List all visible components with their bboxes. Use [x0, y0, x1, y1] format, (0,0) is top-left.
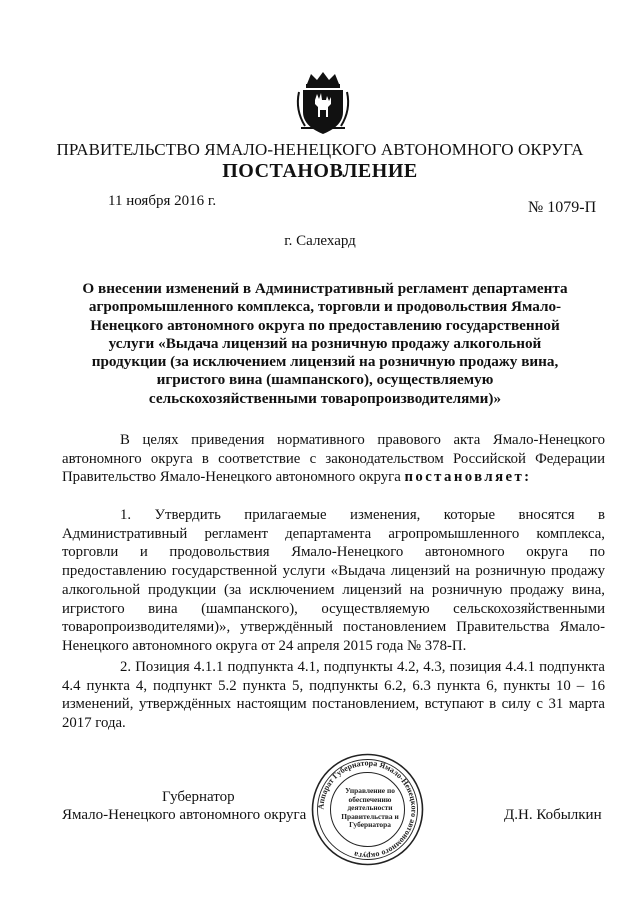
- signatory-title-line1: Губернатор: [162, 789, 235, 805]
- preamble-paragraph: [62, 431, 605, 487]
- preamble-text: В целях приведения нормативного правового акта Ямало-Ненецкого автономного округа в соответствие с законодательством Российской Федерации Правительство Ямало-Ненецкого автономного округа: [62, 432, 605, 486]
- document-number: № 1079-П: [528, 199, 597, 216]
- item-1-paragraph: 1. Утвердить прилагаемые изменения, которые вносятся в Административный регламент департамента агропромышленного комплекса, торговли и продовольствия Ямало-Ненецкого автономного округа по предоставлению государственной услуги «Выдача лицензий на розничную продажу алкогольной продукции (за исключением лицензий на розничную продажу вина, игристого вина (шампанского), осуществляемую сельскохозяйственными товаропроизводителями)», утверждённый постановлением Правительства Ямало-Ненецкого автономного округа от 24 апреля 2015 года № 378-П.: [62, 507, 605, 654]
- document-date: 11 ноября 2016 г.: [108, 193, 217, 209]
- coat-of-arms-icon: [293, 70, 353, 136]
- document-type: ПОСТАНОВЛЕНИЕ: [222, 160, 418, 182]
- signatory-title-line2: Ямало-Ненецкого автономного округа: [62, 807, 307, 823]
- government-name: ПРАВИТЕЛЬСТВО ЯМАЛО-НЕНЕЦКОГО АВТОНОМНОГО ОКРУГА: [56, 140, 584, 159]
- decrees-word: постановляет:: [404, 469, 532, 486]
- stamp-ring-text: Аппарат Губернатора Ямало-Ненецкого автономного округа: [316, 758, 419, 861]
- document-city: г. Салехард: [284, 233, 356, 249]
- stamp-inner-text: Управление по обеспечению деятельности Правительства и Губернатора: [341, 786, 399, 830]
- item-2-paragraph: 2. Позиция 4.1.1 подпункта 4.1, подпункты 4.2, 4.3, позиция 4.4.1 подпункта 4.4 пункта 4, подпункт 5.2 пункта 5, подпункты 6.2, 6.3 пункта 6, пункты 10 – 16 изменений, утверждённых настоящим постановлением, вступают в силу с 31 марта 2017 года.: [62, 659, 605, 732]
- document-title: О внесении изменений в Административный регламент департамента агропромышленного комплекса, торговли и продовольствия Ямало-Ненецкого автономного округа по предоставлению государственной услуги «Выдача лицензий на розничную продажу алкогольной продукции (за исключением лицензий на розничную продажу вина, игристого вина (шампанского), осуществляемую сельскохозяйственными товаропроизводителями)»: [82, 280, 568, 407]
- signatory-name: Д.Н. Кобылкин: [504, 807, 602, 823]
